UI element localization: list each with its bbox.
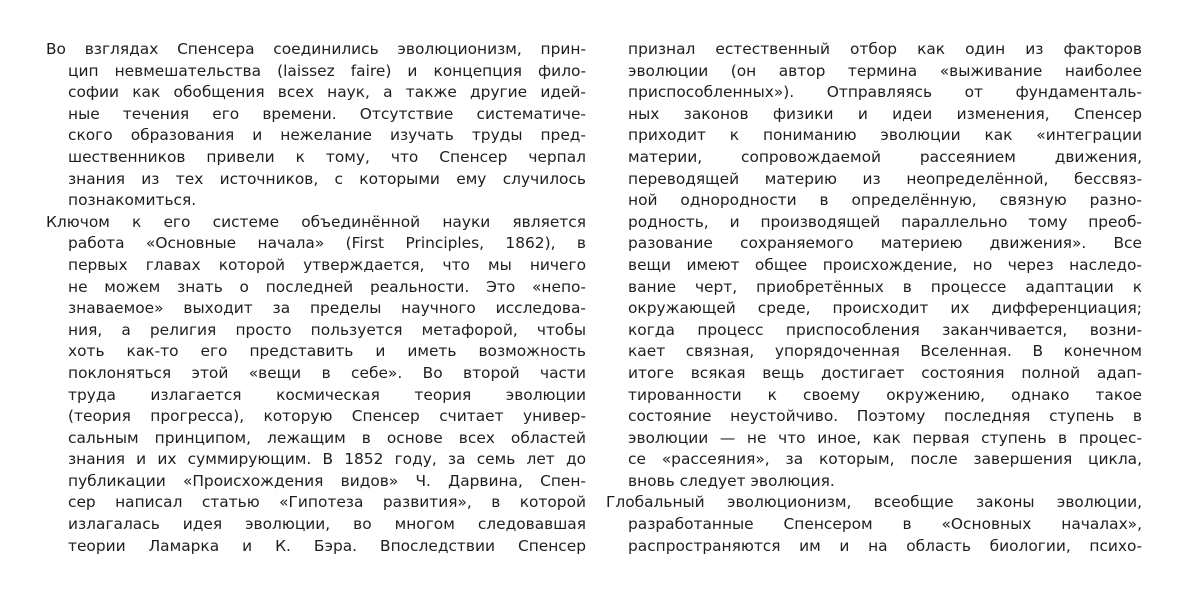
text-line: когда процесс приспособления заканчивается, возни-	[628, 320, 1142, 339]
text-line: знания из тех источников, с которыми ему случилось	[68, 169, 586, 188]
text-line: ния, а религия просто пользуется метафорой, чтобы	[68, 320, 586, 339]
text-line: публикации «Происхождения видов» Ч. Дарвина, Спен-	[68, 471, 586, 490]
text-line: материи, сопровождаемой рассеянием движения,	[628, 147, 1142, 166]
text-line: теории Ламарка и К. Бэра. Впоследствии Спенсер	[68, 536, 586, 555]
text-line: переводящей материю из неопределённой, бессвяз-	[628, 169, 1142, 188]
left-column	[46, 39, 586, 557]
text-line: приспособленных»). Отправляясь от фундаменталь-	[628, 83, 1142, 102]
text-line: эволюции — не что иное, как первая ступень в процес-	[628, 428, 1142, 447]
text-line: (теория прогресса), которую Спенсер считает универ-	[68, 407, 586, 426]
text-line: знания и их суммирующим. В 1852 году, за семь лет до	[68, 450, 586, 469]
text-line: сальным принципом, лежащим в основе всех областей	[68, 428, 586, 447]
text-line: признал естественный отбор как один из факторов	[628, 40, 1142, 58]
text-line: приходит к пониманию эволюции как «интеграции	[628, 126, 1142, 145]
text-line: ной однородности в определённую, связную разно-	[628, 191, 1142, 210]
text-line: работа «Основные начала» (First Principles, 1862), в	[68, 234, 586, 253]
text-line: Глобальный эволюционизм, всеобщие законы эволюции,	[606, 493, 1142, 512]
text-line: знаваемое» выходит за пределы научного исследова-	[68, 299, 586, 318]
text-line: окружающей среде, происходит их дифференциация;	[628, 299, 1142, 318]
text-line: тированности к своему окружению, однако такое	[628, 385, 1142, 404]
text-line: ных законов физики и идеи изменения, Спенсер	[628, 104, 1142, 123]
text-line: разование сохраняемого материею движения». Все	[628, 234, 1142, 253]
text-line: родность, и производящей параллельно тому преоб-	[628, 212, 1142, 231]
text-line: первых главах которой утверждается, что мы ничего	[68, 255, 586, 274]
text-line: труда излагается космическая теория эволюции	[68, 385, 586, 404]
text-line: цип невмешательства (laissez faire) и концепция фило-	[68, 61, 586, 80]
text-line: вание черт, приобретённых в процессе адаптации к	[628, 277, 1142, 296]
text-line: кает связная, упорядоченная Вселенная. В конечном	[628, 342, 1142, 361]
text-line: ные течения его времени. Отсутствие систематиче-	[68, 104, 586, 123]
text-line: вновь следует эволюция.	[628, 471, 835, 490]
text-line: излагалась идея эволюции, во многом следовавшая	[68, 515, 586, 534]
text-line: шественников привели к тому, что Спенсер черпал	[68, 147, 586, 166]
text-line: софии как обобщения всех наук, а также другие идей-	[68, 83, 586, 102]
text-line: хоть как-то его представить и иметь возможность	[68, 342, 586, 361]
text-line: Во взглядах Спенсера соединились эволюционизм, прин-	[46, 40, 586, 58]
text-line: состояние неустойчиво. Поэтому последняя ступень в	[628, 407, 1142, 426]
text-line: поклоняться этой «вещи в себе». Во второй части	[68, 363, 586, 382]
text-line: се «рассеяния», за которым, после завершения цикла,	[628, 450, 1142, 469]
text-line: сер написал статью «Гипотеза развития», в которой	[68, 493, 586, 512]
text-line: разработанные Спенсером в «Основных началах»,	[628, 515, 1142, 534]
right-column	[606, 39, 1142, 557]
text-line: не можем знать о последней реальности. Это «непо-	[68, 277, 586, 296]
text-line: распространяются им и на область биологии, психо-	[628, 536, 1142, 555]
text-line: ского образования и нежелание изучать труды пред-	[68, 126, 586, 145]
text-line: вещи имеют общее происхождение, но через наследо-	[628, 255, 1142, 274]
text-line: эволюции (он автор термина «выживание наиболее	[628, 61, 1142, 80]
text-line: Ключом к его системе объединённой науки является	[46, 212, 586, 231]
text-line: итоге всякая вещь достигает состояния полной адап-	[628, 363, 1142, 382]
text-line: познакомиться.	[68, 191, 197, 210]
